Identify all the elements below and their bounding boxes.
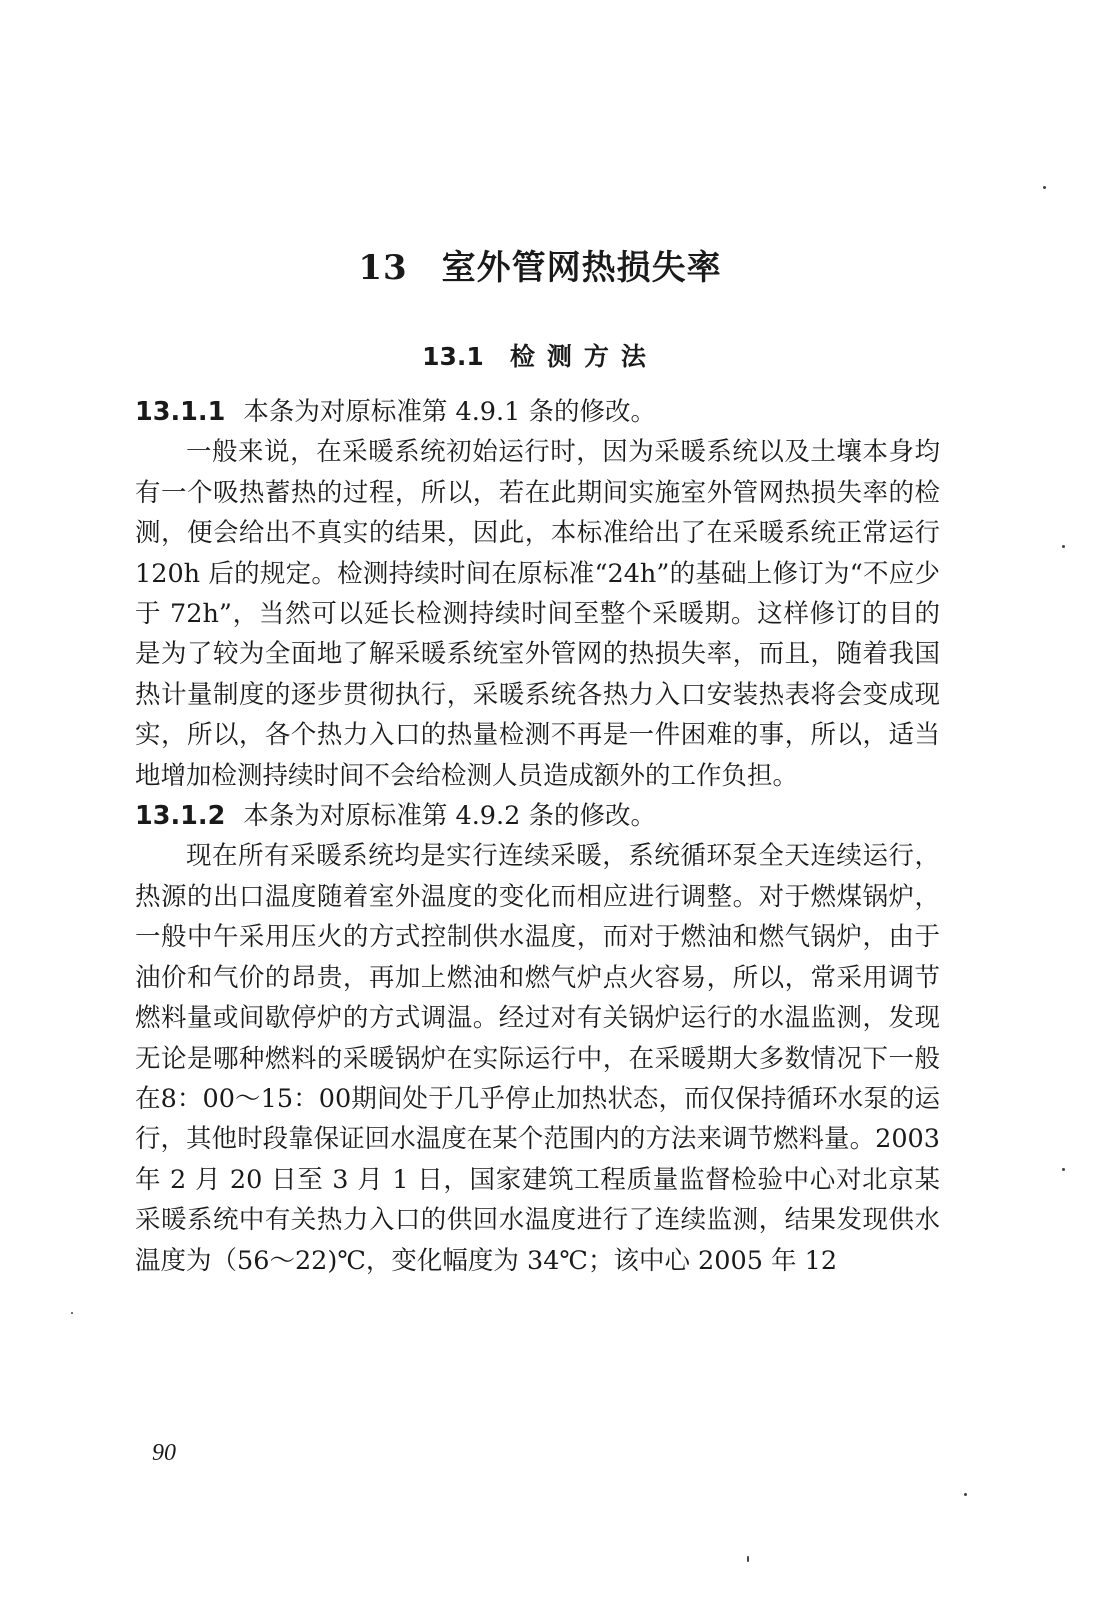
clause-heading	[135, 796, 940, 836]
chapter-title	[0, 240, 1080, 289]
scan-speck	[71, 1312, 73, 1314]
clause-number: 13.1.1	[135, 397, 226, 427]
clause-paragraph: 现在所有采暖系统均是实行连续采暖，系统循环泵全天连续运行，热源的出口温度随着室外温度的变化而相应进行调整。对于燃煤锅炉，一般中午采用压火的方式控制供水温度，而对于燃油和燃气锅炉，由于油价和气价的昂贵，再加上燃油和燃气炉点火容易，所以，常采用调节燃料量或间歇停炉的方式调温。经过对有关锅炉运行的水温监测，发现无论是哪种燃料的采暖锅炉在实际运行中，在采暖期大多数情况下一般在8：00～15：00期间处于几乎停止加热状态，而仅保持循环水泵的运行，其他时段靠保证回水温度在某个范围内的方法来调节燃料量。2003 年 2 月 20 日至 3 月 1 日，国家建筑工程质量监督检验中心对北京某采暖系统中有关热力入口的供回水温度进行了连续监测，结果发现供水温度为（56～22)℃，变化幅度为 34℃；该中心 2005 年 12	[135, 841, 940, 1276]
clause-heading	[135, 392, 940, 432]
body-text	[135, 392, 940, 1281]
scan-speck	[964, 1493, 967, 1496]
section-title-text: 检测方法	[509, 342, 658, 371]
section-number: 13.1	[422, 342, 484, 371]
clause-heading-text: 本条为对原标准第 4.9.1 条的修改。	[243, 397, 656, 427]
scan-speck	[1043, 186, 1046, 189]
clause-number: 13.1.2	[135, 801, 226, 832]
section-title	[0, 337, 1080, 373]
clause-heading-text: 本条为对原标准第 4.9.2 条的修改。	[243, 801, 656, 832]
scan-speck	[1062, 1168, 1065, 1171]
scan-speck	[1062, 545, 1065, 548]
scan-speck	[747, 1556, 749, 1562]
clause-paragraph: 一般来说，在采暖系统初始运行时，因为采暖系统以及土壤本身均有一个吸热蓄热的过程，所以，若在此期间实施室外管网热损失率的检测，便会给出不真实的结果，因此，本标准给出了在采暖系统正常运行 120h 后的规定。检测持续时间在原标准“24h”的基础上修订为“不应少于 72h”，当然可以延长检测持续时间至整个采暖期。这样修订的目的是为了较为全面地了解采暖系统室外管网的热损失率，而且，随着我国热计量制度的逐步贯彻执行，采暖系统各热力入口安装热表将会变成现实，所以，各个热力入口的热量检测不再是一件困难的事，所以，适当地增加检测持续时间不会给检测人员造成额外的工作负担。	[135, 437, 940, 791]
chapter-title-text: 室外管网热损失率	[441, 248, 722, 288]
page-number: 90	[152, 1440, 176, 1466]
chapter-number: 13	[358, 248, 408, 288]
